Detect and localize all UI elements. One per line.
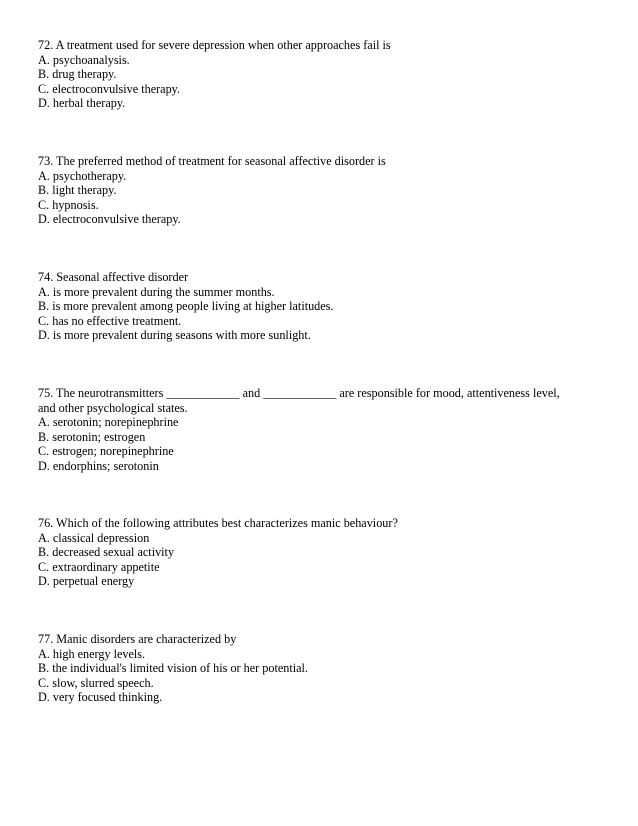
question-77 bbox=[38, 632, 598, 705]
answer-option-c: C. has no effective treatment. bbox=[38, 313, 182, 328]
question-stem: 77. Manic disorders are characterized by bbox=[38, 632, 237, 646]
answer-option-d: D. is more prevalent during seasons with more sunlight. bbox=[38, 328, 311, 343]
question-73 bbox=[38, 154, 598, 227]
question-stem: 72. A treatment used for severe depression when other approaches fail is bbox=[38, 38, 391, 52]
question-76 bbox=[38, 516, 598, 589]
answer-option-d: D. herbal therapy. bbox=[38, 96, 126, 111]
answer-option-d: D. perpetual energy bbox=[38, 574, 135, 589]
answer-option-b: B. is more prevalent among people living at higher latitudes. bbox=[38, 299, 334, 314]
answer-option-b: B. drug therapy. bbox=[38, 67, 117, 82]
answer-option-c: C. estrogen; norepinephrine bbox=[38, 444, 174, 459]
question-75 bbox=[38, 386, 598, 474]
question-72 bbox=[38, 38, 598, 111]
answer-option-a: A. psychotherapy. bbox=[38, 168, 127, 183]
answer-option-a: A. high energy levels. bbox=[38, 646, 146, 661]
answer-option-a: A. psychoanalysis. bbox=[38, 52, 130, 67]
answer-option-b: B. decreased sexual activity bbox=[38, 545, 175, 560]
answer-option-c: C. extraordinary appetite bbox=[38, 559, 160, 574]
answer-option-c: C. hypnosis. bbox=[38, 197, 99, 212]
answer-option-a: A. classical depression bbox=[38, 530, 150, 545]
answer-option-a: A. is more prevalent during the summer months. bbox=[38, 284, 275, 299]
question-stem: 75. The neurotransmitters ____________ and ____________ are responsible for mood, attentiveness level, bbox=[38, 386, 560, 400]
answer-option-d: D. endorphins; serotonin bbox=[38, 458, 159, 473]
answer-option-a: A. serotonin; norepinephrine bbox=[38, 415, 179, 430]
answer-option-b: B. light therapy. bbox=[38, 183, 117, 198]
question-stem: 74. Seasonal affective disorder bbox=[38, 270, 189, 284]
answer-option-c: C. slow, slurred speech. bbox=[38, 675, 154, 690]
question-stem-continuation: and other psychological states. bbox=[38, 400, 188, 415]
answer-option-d: D. electroconvulsive therapy. bbox=[38, 212, 181, 227]
answer-option-b: B. serotonin; estrogen bbox=[38, 429, 146, 444]
answer-option-c: C. electroconvulsive therapy. bbox=[38, 81, 181, 96]
question-stem: 76. Which of the following attributes best characterizes manic behaviour? bbox=[38, 516, 398, 530]
answer-option-d: D. very focused thinking. bbox=[38, 690, 163, 705]
question-74 bbox=[38, 270, 598, 343]
answer-option-b: B. the individual's limited vision of his or her potential. bbox=[38, 661, 308, 676]
question-stem: 73. The preferred method of treatment for seasonal affective disorder is bbox=[38, 154, 386, 168]
